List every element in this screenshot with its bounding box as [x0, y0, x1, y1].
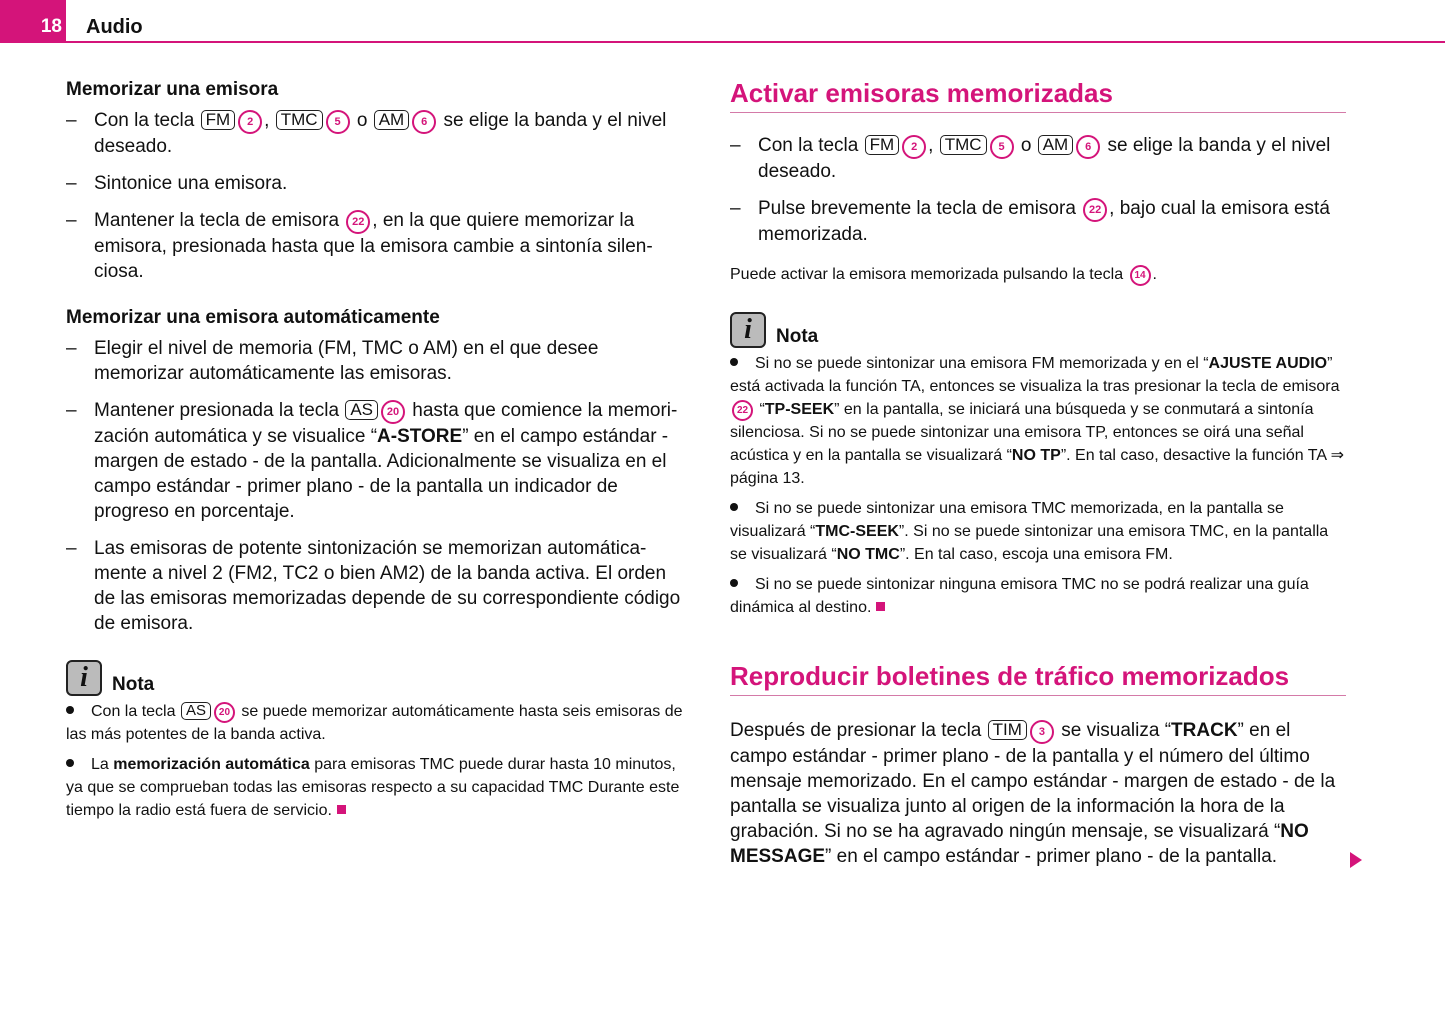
- key-fm: FM: [865, 135, 900, 155]
- list-item: – Elegir el nivel de memoria (FM, TMC o AM) en el que desee memorizar automáticamente las emisoras.: [66, 338, 599, 384]
- list-item: – Las emisoras de potente sintonización se memorizan automática-mente a nivel 2 (FM2, TC2 o bien AM2) de la banda activa. El orden de las emisoras memorizadas depende de su correspondiente código de emisora.: [66, 538, 681, 634]
- note-header: [66, 660, 686, 696]
- callout-number: 22: [732, 400, 753, 421]
- callout-number: 5: [326, 110, 350, 134]
- note-bullet: Si no se puede sintonizar una emisora FM memorizada y en el “AJUSTE AUDIO” está activada la función TA, entonces se visualiza la tras presionar la tecla de emisora 22 “TP-SEEK” en la pantalla, se iniciará una búsqueda y se conmutará a sintonía silenciosa. Si no se puede sintonizar una emisora TP, entonces se oirá una señal acústica y en la pantalla se visualizará “NO TP”. En tal caso, desactive la función TA ⇒ página 13.: [730, 355, 1344, 487]
- callout-number: 2: [238, 110, 262, 134]
- bullet-icon: [730, 579, 738, 587]
- paragraph: Después de presionar la tecla TIM 3 se visualiza “TRACK” en el campo estándar - primer plano - de la pantalla y el número del último mensaje memorizado. En el campo estándar - margen de estado - de la pantalla se visualiza junto al origen de la información la hora de la grabación. Si no se ha agravado ningún mensaje, se visualizará “NO MESSAGE” en el campo estándar - primer plano - de la pantalla.: [730, 720, 1336, 867]
- bullet-icon: [66, 759, 74, 767]
- end-marker-icon: [337, 805, 346, 814]
- info-icon: i: [66, 660, 102, 696]
- bullet-icon: [730, 503, 738, 511]
- key-tmc: TMC: [940, 135, 987, 155]
- bullet-icon: [730, 358, 738, 366]
- key-am: AM: [1038, 135, 1074, 155]
- subheading-auto-memorize: Memorizar una emisora automáticamente: [66, 307, 440, 328]
- right-column: [730, 76, 1346, 869]
- paragraph: Puede activar la emisora memorizada pulsando la tecla 14 .: [730, 263, 1346, 286]
- callout-number: 5: [990, 135, 1014, 159]
- section-title: Audio: [86, 16, 143, 38]
- section-heading-activate: Activar emisoras memorizadas: [730, 76, 1346, 113]
- info-icon: i: [730, 312, 766, 348]
- key-fm: FM: [201, 110, 236, 130]
- list-item: – Con la tecla FM 2 , TMC 5 o AM 6 se elige la banda y el nivel deseado.: [730, 135, 1331, 182]
- list-item: – Mantener presionada la tecla AS 20 hasta que comience la memori-zación automática y se visualice “A-STORE” en el campo estándar - margen de estado - de la pantalla. Adicionalmente se visualiza en el campo estándar - primer plano - de la pantalla un indicador de progreso en porcentaje.: [66, 400, 678, 522]
- key-tim: TIM: [988, 720, 1027, 740]
- note-header: [730, 312, 1346, 348]
- list-item: – Pulse brevemente la tecla de emisora 22 , bajo cual la emisora está memorizada.: [730, 198, 1330, 245]
- note-bullet: Si no se puede sintonizar ninguna emisora TMC no se podrá realizar una guía dinámica al destino.: [730, 576, 1309, 616]
- left-column: [66, 78, 686, 829]
- end-marker-icon: [876, 602, 885, 611]
- key-tmc: TMC: [276, 110, 323, 130]
- callout-number: 3: [1030, 720, 1054, 744]
- subheading-memorize: Memorizar una emisora: [66, 79, 279, 100]
- header-divider: [66, 41, 1445, 43]
- list-item: – Mantener la tecla de emisora 22 , en la que quiere memorizar la emisora, presionada hasta que la emisora cambie a sintonía silen-ciosa.: [66, 210, 653, 282]
- callout-number: 6: [412, 110, 436, 134]
- callout-number: 14: [1130, 265, 1151, 286]
- continue-arrow-icon: [1350, 852, 1362, 868]
- note-title: Nota: [112, 674, 155, 695]
- list-item: – Sintonice una emisora.: [66, 173, 288, 194]
- callout-number: 20: [214, 702, 235, 723]
- callout-number: 20: [381, 400, 405, 424]
- key-as: AS: [181, 702, 211, 720]
- callout-number: 6: [1076, 135, 1100, 159]
- note-bullet: Con la tecla AS 20 se puede memorizar automáticamente hasta seis emisoras de las más potentes de la banda activa.: [66, 702, 683, 743]
- key-as: AS: [345, 400, 378, 420]
- callout-number: 22: [1083, 198, 1107, 222]
- callout-number: 2: [902, 135, 926, 159]
- note-bullet: La memorización automática para emisoras TMC puede durar hasta 10 minutos, ya que se comprueban todas las emisoras respecto a su capacidad TMC Durante este tiempo la radio está fuera de servicio.: [66, 756, 680, 819]
- bullet-icon: [66, 706, 74, 714]
- section-heading-traffic: Reproducir boletines de tráfico memorizados: [730, 659, 1346, 696]
- list-item: – Con la tecla FM 2 , TMC 5 o AM 6 se elige la banda y el nivel deseado.: [66, 110, 667, 157]
- note-bullet: Si no se puede sintonizar una emisora TMC memorizada, en la pantalla se visualizará “TMC-SEEK”. Si no se puede sintonizar una emisora TMC, en la pantalla se visualizará “NO TMC”. En tal caso, escoja una emisora FM.: [730, 500, 1329, 563]
- callout-number: 22: [346, 210, 370, 234]
- page-number: 18: [40, 16, 62, 37]
- note-title: Nota: [776, 326, 819, 347]
- key-am: AM: [374, 110, 410, 130]
